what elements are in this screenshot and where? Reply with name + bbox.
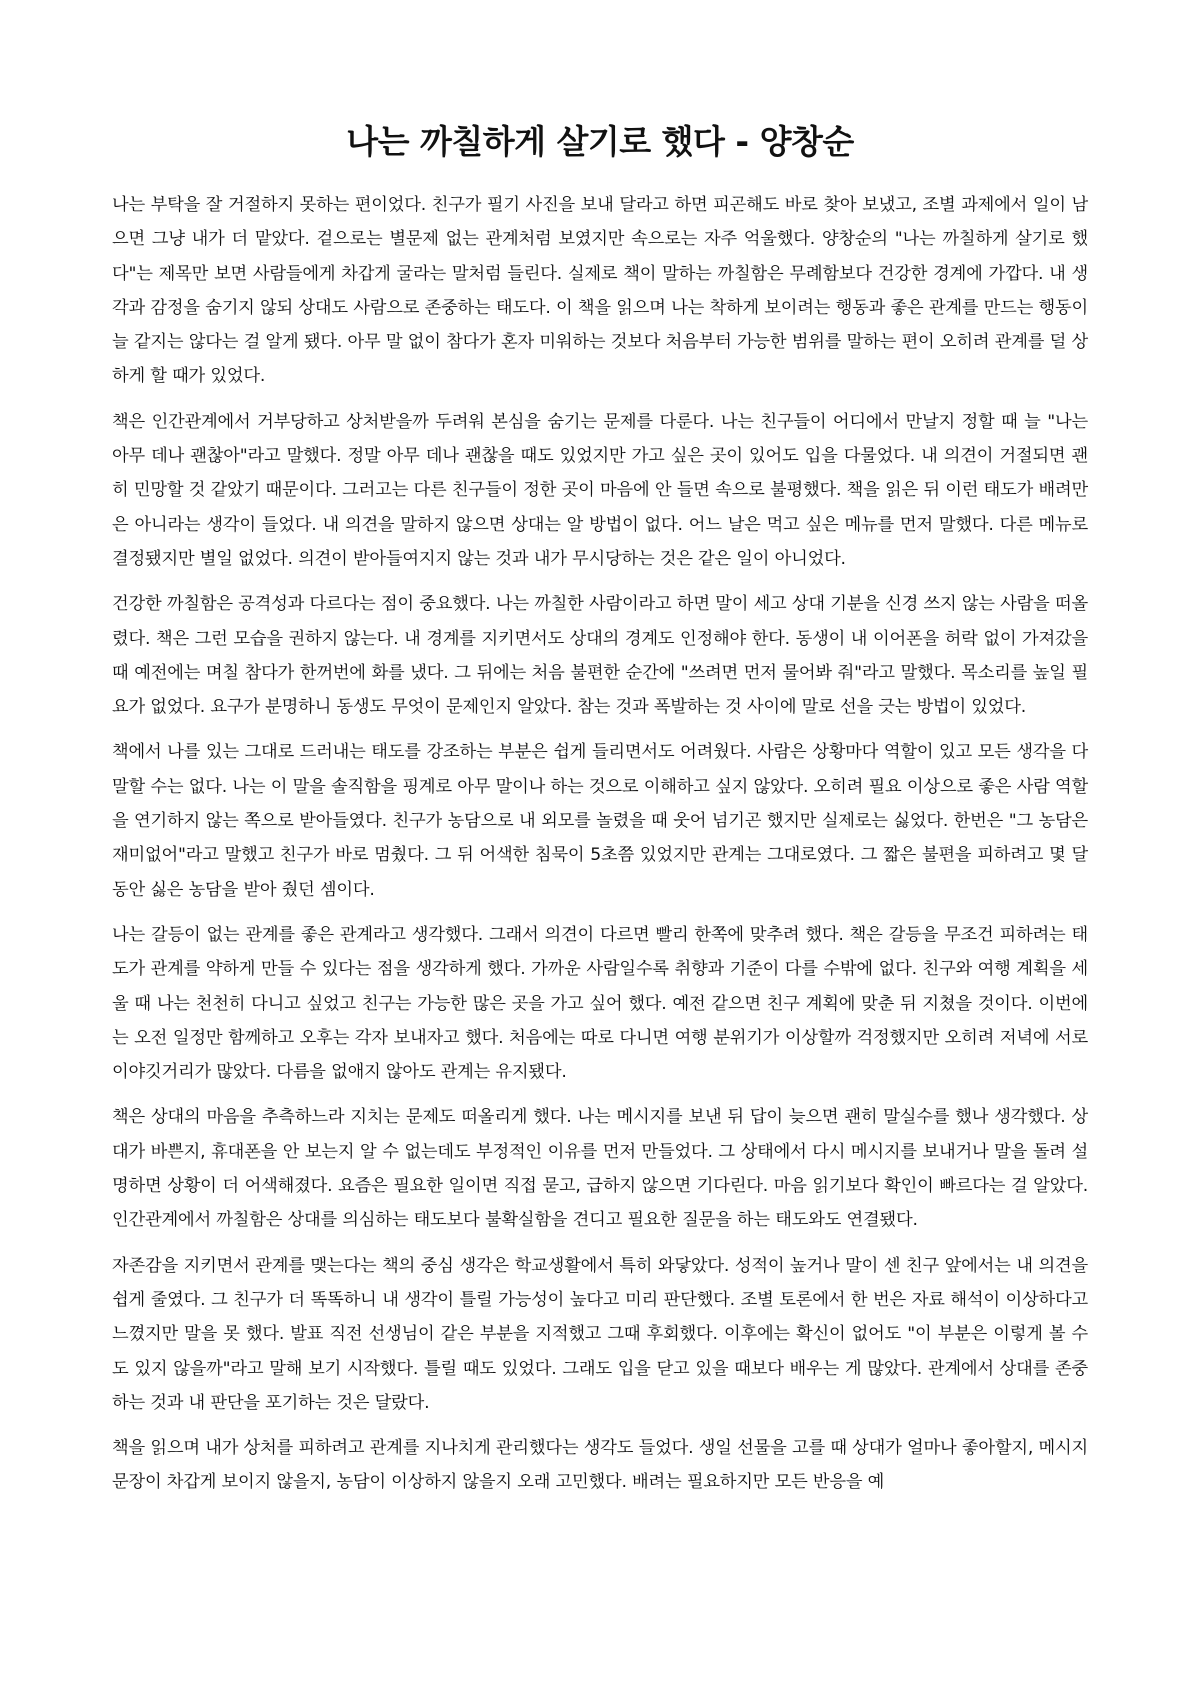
paragraph: 자존감을 지키면서 관계를 맺는다는 책의 중심 생각은 학교생활에서 특히 와닿았다. 성적이 높거나 말이 센 친구 앞에서는 내 의견을 쉽게 줄였다. 그 친구가 더 똑똑하니 내 생각이 틀릴 가능성이 높다고 미리 판단했다. 조별 토론에서 한 번은 자료 해석이 이상하다고 느꼈지만 말을 못 했다. 발표 직전 선생님이 같은 부분을 지적했고 그때 후회했다. 이후에는 확신이 없어도 "이 부분은 이렇게 볼 수도 있지 않을까"라고 말해 보기 시작했다. 틀릴 때도 있었다. 그래도 입을 닫고 있을 때보다 배우는 게 많았다. 관계에서 상대를 존중하는 것과 내 판단을 포기하는 것은 달랐다. [112,1255,1088,1413]
document-body [112,188,1088,1500]
paragraph: 책을 읽으며 내가 상처를 피하려고 관계를 지나치게 관리했다는 생각도 들었다. 생일 선물을 고를 때 상대가 얼마나 좋아할지, 메시지 문장이 차갑게 보이지 않을지, 농담이 이상하지 않을지 오래 고민했다. 배려는 필요하지만 모든 반응을 예 [112,1438,1088,1493]
paragraph: 책은 인간관계에서 거부당하고 상처받을까 두려워 본심을 숨기는 문제를 다룬다. 나는 친구들이 어디에서 만날지 정할 때 늘 "나는 아무 데나 괜찮아"라고 말했다. 정말 아무 데나 괜찮을 때도 있었지만 가고 싶은 곳이 있어도 입을 다물었다. 내 의견이 거절되면 괜히 민망할 것 같았기 때문이다. 그러고는 다른 친구들이 정한 곳이 마음에 안 들면 속으로 불평했다. 책을 읽은 뒤 이런 태도가 배려만은 아니라는 생각이 들었다. 내 의견을 말하지 않으면 상대는 알 방법이 없다. 어느 날은 먹고 싶은 메뉴를 먼저 말했다. 다른 메뉴로 결정됐지만 별일 없었다. 의견이 받아들여지지 않는 것과 내가 무시당하는 것은 같은 일이 아니었다. [112,411,1088,569]
paragraph: 나는 부탁을 잘 거절하지 못하는 편이었다. 친구가 필기 사진을 보내 달라고 하면 피곤해도 바로 찾아 보냈고, 조별 과제에서 일이 남으면 그냥 내가 더 맡았다. 겉으로는 별문제 없는 관계처럼 보였지만 속으로는 자주 억울했다. 양창순의 "나는 까칠하게 살기로 했다"는 제목만 보면 사람들에게 차갑게 굴라는 말처럼 들린다. 실제로 책이 말하는 까칠함은 무례함보다 건강한 경계에 가깝다. 내 생각과 감정을 숨기지 않되 상대도 사람으로 존중하는 태도다. 이 책을 읽으며 나는 착하게 보이려는 행동과 좋은 관계를 만드는 행동이 늘 같지는 않다는 걸 알게 됐다. 아무 말 없이 참다가 혼자 미워하는 것보다 처음부터 가능한 범위를 말하는 편이 오히려 관계를 덜 상하게 할 때가 있었다. [112,195,1088,387]
document-title: 나는 까칠하게 살기로 했다 - 양창순 [346,122,854,161]
paragraph: 건강한 까칠함은 공격성과 다르다는 점이 중요했다. 나는 까칠한 사람이라고 하면 말이 세고 상대 기분을 신경 쓰지 않는 사람을 떠올렸다. 책은 그런 모습을 권하지 않는다. 내 경계를 지키면서도 상대의 경계도 인정해야 한다. 동생이 내 이어폰을 허락 없이 가져갔을 때 예전에는 며칠 참다가 한꺼번에 화를 냈다. 그 뒤에는 처음 불편한 순간에 "쓰려면 먼저 물어봐 줘"라고 말했다. 목소리를 높일 필요가 없었다. 요구가 분명하니 동생도 무엇이 문제인지 알았다. 참는 것과 폭발하는 것 사이에 말로 선을 긋는 방법이 있었다. [112,594,1088,718]
paragraph: 책에서 나를 있는 그대로 드러내는 태도를 강조하는 부분은 쉽게 들리면서도 어려웠다. 사람은 상황마다 역할이 있고 모든 생각을 다 말할 수는 없다. 나는 이 말을 솔직함을 핑계로 아무 말이나 하는 것으로 이해하고 싶지 않았다. 오히려 필요 이상으로 좋은 사람 역할을 연기하지 않는 쪽으로 받아들였다. 친구가 농담으로 내 외모를 놀렸을 때 웃어 넘기곤 했지만 실제로는 싫었다. 한번은 "그 농담은 재미없어"라고 말했고 친구가 바로 멈췄다. 그 뒤 어색한 침묵이 5초쯤 있었지만 관계는 그대로였다. 그 짧은 불편을 피하려고 몇 달 동안 싫은 농담을 받아 줬던 셈이다. [112,742,1088,900]
paragraph: 나는 갈등이 없는 관계를 좋은 관계라고 생각했다. 그래서 의견이 다르면 빨리 한쪽에 맞추려 했다. 책은 갈등을 무조건 피하려는 태도가 관계를 약하게 만들 수 있다는 점을 생각하게 했다. 가까운 사람일수록 취향과 기준이 다를 수밖에 없다. 친구와 여행 계획을 세울 때 나는 천천히 다니고 싶었고 친구는 가능한 많은 곳을 가고 싶어 했다. 예전 같으면 친구 계획에 맞춘 뒤 지쳤을 것이다. 이번에는 오전 일정만 함께하고 오후는 각자 보내자고 했다. 처음에는 따로 다니면 여행 분위기가 이상할까 걱정했지만 오히려 저녁에 서로 이야깃거리가 많았다. 다름을 없애지 않아도 관계는 유지됐다. [112,924,1088,1083]
paragraph: 책은 상대의 마음을 추측하느라 지치는 문제도 떠올리게 했다. 나는 메시지를 보낸 뒤 답이 늦으면 괜히 말실수를 했나 생각했다. 상대가 바쁜지, 휴대폰을 안 보는지 알 수 없는데도 부정적인 이유를 먼저 만들었다. 그 상태에서 다시 메시지를 보내거나 말을 돌려 설명하면 상황이 더 어색해졌다. 요즘은 필요한 일이면 직접 묻고, 급하지 않으면 기다린다. 마음 읽기보다 확인이 빠르다는 걸 알았다. 인간관계에서 까칠함은 상대를 의심하는 태도보다 불확실함을 견디고 필요한 질문을 하는 태도와도 연결됐다. [112,1107,1088,1231]
